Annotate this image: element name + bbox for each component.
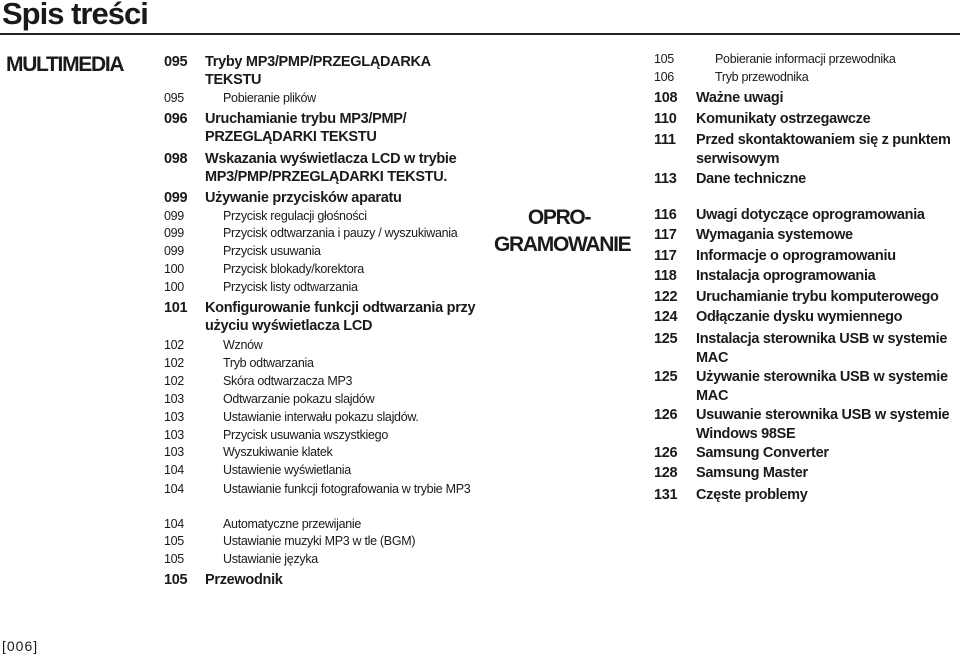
toc-entry xyxy=(654,267,875,286)
toc-page-number: 103 xyxy=(164,428,184,442)
toc-page-number: 104 xyxy=(164,463,184,477)
toc-entry xyxy=(164,571,283,589)
toc-entry xyxy=(654,368,954,406)
toc-entry-title: Ustawianie języka xyxy=(223,552,318,566)
toc-entry xyxy=(164,462,351,479)
toc-entry-title: Ważne uwagi xyxy=(696,90,784,106)
toc-entry xyxy=(654,444,829,463)
toc-entry xyxy=(654,464,808,483)
toc-entry xyxy=(164,189,402,207)
toc-entry-title: Informacje o oprogramowaniu xyxy=(696,248,896,264)
toc-page-number: 104 xyxy=(164,517,184,531)
toc-entry-title: Częste problemy xyxy=(696,487,808,503)
toc-entry xyxy=(164,225,457,242)
toc-entry-title: Używanie przycisków aparatu xyxy=(205,190,402,206)
toc-entry-title: Przed skontaktowaniem się z punktem serwisowym xyxy=(696,132,951,167)
toc-entry xyxy=(164,261,364,278)
toc-page-number: 102 xyxy=(164,338,184,352)
toc-entry-title: Samsung Master xyxy=(696,465,808,481)
toc-page-number: 124 xyxy=(654,309,678,325)
toc-entry-title: Wymagania systemowe xyxy=(696,227,853,243)
toc-page-number: 105 xyxy=(164,572,188,588)
toc-entry xyxy=(164,373,352,390)
toc-entry xyxy=(164,391,374,408)
toc-page-number: 108 xyxy=(654,90,678,106)
toc-entry-title: Instalacja sterownika USB w systemie MAC xyxy=(696,331,948,366)
toc-entry-title: Uwagi dotyczące oprogramowania xyxy=(696,207,925,223)
toc-page-number: 125 xyxy=(654,369,678,385)
toc-entry-title: Przycisk usuwania xyxy=(223,244,321,258)
toc-page-number: 117 xyxy=(654,248,677,264)
toc-entry xyxy=(654,226,853,245)
toc-entry-title: Przycisk odtwarzania i pauzy / wyszukiwania xyxy=(223,226,458,240)
toc-entry-title: Pobieranie informacji przewodnika xyxy=(715,52,896,66)
toc-entry xyxy=(164,299,484,335)
toc-page-number: 106 xyxy=(654,70,674,84)
toc-entry-title: Uruchamianie trybu MP3/PMP/ PRZEGLĄDARKI TEKSTU xyxy=(205,111,407,145)
toc-entry-title: Tryb odtwarzania xyxy=(223,356,314,370)
toc-entry xyxy=(654,131,954,169)
toc-entry xyxy=(164,279,358,296)
toc-entry-title: Przycisk blokady/korektora xyxy=(223,262,364,276)
toc-page-number: 116 xyxy=(654,207,677,223)
toc-entry xyxy=(654,89,783,108)
toc-page-number: 099 xyxy=(164,244,184,258)
toc-entry xyxy=(164,208,367,225)
toc-entry-title: Odtwarzanie pokazu slajdów xyxy=(223,392,375,406)
toc-entry-title: Przycisk usuwania wszystkiego xyxy=(223,428,388,442)
toc-entry-title: Ustawianie muzyki MP3 w tle (BGM) xyxy=(223,534,416,548)
toc-entry xyxy=(164,551,318,568)
toc-entry xyxy=(164,150,484,186)
toc-page-number: 098 xyxy=(164,151,188,167)
toc-page-number: 100 xyxy=(164,262,184,276)
title-divider xyxy=(0,33,960,35)
toc-entry-title: Komunikaty ostrzegawcze xyxy=(696,111,871,127)
section-label-multimedia: MULTIMEDIA xyxy=(6,53,124,76)
toc-entry-title: Pobieranie plików xyxy=(223,91,316,105)
toc-page-number: 131 xyxy=(654,487,678,503)
toc-entry xyxy=(654,288,939,307)
toc-entry xyxy=(164,444,333,461)
toc-entry-title: Automatyczne przewijanie xyxy=(223,517,362,531)
toc-entry xyxy=(164,337,262,354)
section-label-software-line1: OPRO- xyxy=(527,206,591,229)
toc-entry xyxy=(654,486,808,505)
toc-entry xyxy=(654,406,954,444)
toc-entry-title: Wyszukiwanie klatek xyxy=(223,445,333,459)
toc-page-number: 100 xyxy=(164,280,184,294)
toc-entry-title: Dane techniczne xyxy=(696,171,806,187)
toc-page-number: 110 xyxy=(654,111,677,127)
toc-entry xyxy=(654,330,954,368)
toc-entry-title: Ustawianie interwału pokazu slajdów. xyxy=(223,410,419,424)
toc-page-number: 099 xyxy=(164,190,188,206)
toc-page-number: 096 xyxy=(164,111,188,127)
toc-page-number: 126 xyxy=(654,407,678,423)
toc-entry-title: Usuwanie sterownika USB w systemie Windows 98SE xyxy=(696,407,950,442)
toc-entry xyxy=(164,243,321,260)
toc-entry-title: Uruchamianie trybu komputerowego xyxy=(696,289,939,305)
toc-entry xyxy=(654,69,808,86)
toc-entry-title: Przycisk listy odtwarzania xyxy=(223,280,358,294)
toc-entry-title: Przewodnik xyxy=(205,572,283,588)
toc-page-number: 103 xyxy=(164,392,184,406)
toc-page-number: 101 xyxy=(164,300,188,316)
section-label-software xyxy=(494,204,631,258)
toc-page-number: 095 xyxy=(164,91,184,105)
toc-page-number: 113 xyxy=(654,171,677,187)
toc-page-number: 103 xyxy=(164,410,184,424)
toc-page-number: 122 xyxy=(654,289,678,305)
toc-entry xyxy=(164,427,388,444)
toc-entry xyxy=(164,481,470,498)
toc-entry xyxy=(654,308,902,327)
toc-entry-title: Wskazania wyświetlacza LCD w trybie MP3/PMP/PRZEGLĄDARKI TEKSTU. xyxy=(205,151,457,185)
toc-entry xyxy=(654,110,870,129)
toc-page-number: 111 xyxy=(654,132,676,148)
toc-entry-title: Odłączanie dysku wymiennego xyxy=(696,309,903,325)
toc-entry xyxy=(164,355,314,372)
toc-entry-title: Tryby MP3/PMP/PRZEGLĄDARKA TEKSTU xyxy=(205,54,431,88)
toc-page-number: 099 xyxy=(164,209,184,223)
toc-entry-title: Używanie sterownika USB w systemie MAC xyxy=(696,369,948,404)
page-number: [006] xyxy=(2,638,39,654)
toc-page-number: 095 xyxy=(164,54,188,70)
toc-entry-title: Konfigurowanie funkcji odtwarzania przy użyciu wyświetlacza LCD xyxy=(205,300,476,334)
toc-page-number: 099 xyxy=(164,226,184,240)
toc-page-number: 118 xyxy=(654,268,677,284)
toc-entry-title: Instalacja oprogramowania xyxy=(696,268,876,284)
toc-page-number: 105 xyxy=(164,552,184,566)
toc-page-number: 117 xyxy=(654,227,677,243)
toc-page-number: 102 xyxy=(164,374,184,388)
toc-page-number: 104 xyxy=(164,482,184,496)
section-label-software-line2: GRAMOWANIE xyxy=(494,233,631,256)
toc-page-number: 128 xyxy=(654,465,678,481)
toc-entry xyxy=(654,170,806,189)
toc-page-number: 125 xyxy=(654,331,678,347)
toc-page-number: 126 xyxy=(654,445,678,461)
toc-entry xyxy=(164,516,361,533)
toc-entry-title: Ustawienie wyświetlania xyxy=(223,463,351,477)
toc-entry xyxy=(164,53,484,89)
toc-entry xyxy=(164,110,484,146)
toc-entry xyxy=(654,51,895,68)
toc-entry xyxy=(164,409,419,426)
toc-entry xyxy=(654,247,896,266)
toc-entry-title: Wznów xyxy=(223,338,263,352)
toc-entry-title: Tryb przewodnika xyxy=(715,70,809,84)
toc-page-number: 103 xyxy=(164,445,184,459)
page-title: Spis treści xyxy=(2,0,148,31)
toc-entry xyxy=(164,533,415,550)
toc-entry-title: Przycisk regulacji głośności xyxy=(223,209,367,223)
toc-entry xyxy=(654,206,925,225)
toc-entry-title: Samsung Converter xyxy=(696,445,829,461)
toc-entry-title: Skóra odtwarzacza MP3 xyxy=(223,374,353,388)
toc-page-number: 105 xyxy=(164,534,184,548)
toc-page-number: 105 xyxy=(654,52,674,66)
toc-entry xyxy=(164,90,316,107)
toc-page-number: 102 xyxy=(164,356,184,370)
toc-entry-title: Ustawianie funkcji fotografowania w trybie MP3 xyxy=(223,482,471,496)
